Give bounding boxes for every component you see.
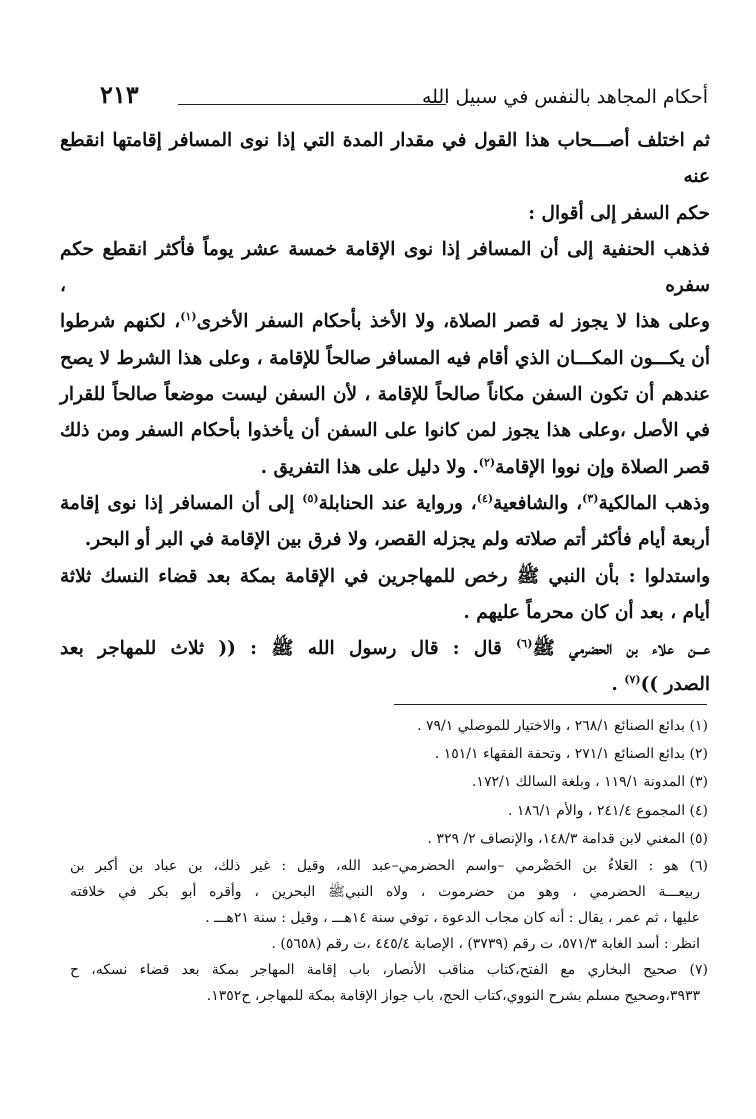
header-rule — [178, 104, 446, 105]
footnote-ref: (٣) — [582, 491, 599, 505]
footnote-ref: (١) — [180, 310, 197, 324]
footnote: ربيعـــة الحضرمي ، وهو من حضرموت ، ولاه النبيﷺ البحرين ، وأقره أبو بكر في خلافته — [70, 884, 700, 901]
footnote: (٤) المجموع ٢٤١/٤ ، والأم ١٨٦/١ . — [508, 802, 708, 819]
text-line: عندهم أن تكون السفن مكاناً صالحاً للإقامة ، لأن السفن ليست موضعاً صالحاً للقرار — [60, 384, 710, 406]
text-run: الصدر )) — [640, 674, 710, 696]
text-line: ثم اختلف أصـــحاب هذا القول في مقدار المدة التي إذا نوى المسافر إقامتها انقطع عنه — [60, 130, 710, 188]
footnote: (٢) بدائع الصنائع ٢٧١/١ ، وتحفة الفقهاء ١٥١/١ . — [434, 746, 708, 763]
footnote: (٦) هو : العَلاءُ بن الحَضْرمي –واسم الحضرمي–عبد الله، وقيل : غير ذلك، بن عباد بن أكبر بن — [70, 858, 708, 875]
running-title: أحكام المجاهد بالنفس في سبيل الله — [421, 86, 708, 108]
footnote: (٥) المغني لابن قدامة ١٤٨/٣، والإنصاف ٢/ ٣٢٩ . — [427, 830, 708, 847]
footnote-separator — [394, 704, 707, 705]
footnote: (١) بدائع الصنائع ٢٦٨/١ ، والاختيار للموصلي ٧٩/١ . — [417, 718, 708, 734]
text-run: . — [611, 674, 625, 696]
text-line — [60, 631, 710, 667]
text-run: إلى أن المسافر إذا نوى إقامة — [60, 492, 303, 514]
text-line: حكم السفر إلى أقوال : — [528, 202, 710, 224]
footnote-ref: (٢) — [478, 455, 496, 469]
footnote: عليها ، ثم عمر ، يقال : أنه كان مجاب الدعوة ، توفي سنة ١٤هـــ ، وقيل : سنة ٢١هـــ . — [205, 910, 700, 927]
text-line — [60, 304, 710, 340]
footnote: (٧) صحيح البخاري مع الفتح،كتاب مناقب الأنصار، باب إقامة المهاجر بمكة بعد قضاء نسكه، ح — [70, 962, 708, 979]
text-line — [60, 486, 710, 522]
footnote-ref: (٥) — [302, 491, 319, 505]
text-line: أن يكـــون المكـــان الذي أقام فيه المسافر صالحاً للإقامة ، وعلى هذا الشرط لا يصح — [60, 347, 710, 369]
text-line: فذهب الحنفية إلى أن المسافر إذا نوى الإقامة خمسة عشر يوماً فأكثر انقطع حكم سفره ، — [60, 238, 710, 297]
text-run: وعلى هذا لا يجوز له قصر الصلاة، ولا الأخذ بأحكام السفر الأخرى — [196, 311, 710, 333]
text-run: . ولا دليل على هذا التفريق . — [260, 456, 479, 478]
text-run: ، ورواية عند الحنابلة — [318, 492, 477, 514]
main-text — [60, 123, 710, 704]
footnote: (٣) المدونة ١١٩/١ ، وبلغة السالك ١٧٢/١. — [471, 774, 708, 791]
page-header — [100, 80, 708, 112]
text-line: أربعة أيام فأكثر أتم صلاته ولم يجزله القصر، ولا فرق بين الإقامة في البر أو البحر. — [84, 529, 710, 551]
footnote-ref: (٤) — [476, 491, 494, 505]
text-line: واستدلوا : بأن النبي ﷺ رخص للمهاجرين في الإقامة بمكة بعد قضاء النسك ثلاثة — [60, 565, 710, 587]
text-line — [60, 450, 710, 486]
text-run: ، لكنهم شرطوا — [60, 311, 181, 333]
footnotes — [70, 712, 708, 1009]
text-run: عـــن علاء بن الحضرمي ﷺ — [532, 638, 710, 660]
footnote-ref: (٦) — [516, 637, 533, 650]
text-line — [60, 667, 710, 703]
text-line: في الأصل ،وعلى هذا يجوز لمن كانوا على السفن أن يأخذوا بأحكام السفر ومن ذلك — [60, 420, 710, 442]
page-number: ٢١٣ — [100, 80, 139, 109]
text-run: وذهب المالكية — [598, 492, 710, 514]
text-run: قال : قال رسول الله ﷺ : (( ثلاث للمهاجر بعد — [60, 638, 517, 660]
text-run: قصر الصلاة وإن نووا الإقامة — [495, 456, 710, 478]
text-run: ، والشافعية — [493, 492, 583, 514]
footnote: انظر : أسد الغابة ٥٧١/٣، ت رقم (٣٧٣٩) ، الإصابة ٤٤٥/٤ ،ت رقم (٥٦٥٨) . — [271, 936, 700, 953]
text-line: أيام ، بعد أن كان محرماً عليهم . — [463, 601, 710, 623]
footnote: ٣٩٣٣،وصحيح مسلم بشرح النووي،كتاب الحج، باب جواز الإقامة بمكة للمهاجر، ح١٣٥٢. — [206, 988, 700, 1005]
footnote-ref: (٧) — [624, 673, 641, 687]
